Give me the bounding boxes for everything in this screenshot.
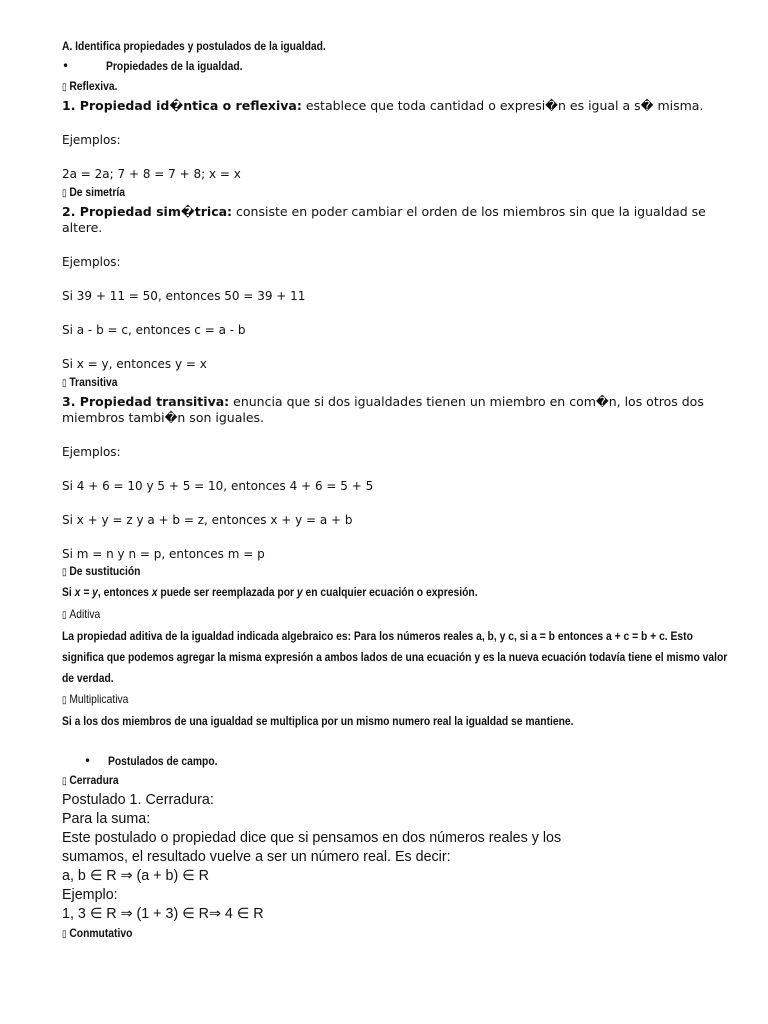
marker-reflexiva — [62, 76, 647, 98]
sustitucion-post: en cualquier ecuación o expresión. — [302, 585, 478, 599]
cerradura-line-6: Ejemplo: — [62, 887, 118, 903]
marker-sustitucion-label: De sustitución — [69, 564, 141, 578]
text-reflexiva: establece que toda cantidad o expresi�n es igual a s� misma. — [301, 98, 704, 113]
bullet-icon: • — [84, 754, 92, 768]
bullet-propiedades — [62, 56, 742, 76]
square-icon: ▯ — [62, 610, 67, 621]
cerradura-line-5: a, b ∈ R ⇒ (a + b) ∈ R — [62, 868, 209, 884]
title-transitiva: 3. Propiedad transitiva: — [62, 394, 230, 409]
marker-multiplicativa — [62, 689, 647, 711]
section-title-propiedades: Propiedades de la igualdad. — [106, 59, 243, 73]
marker-sustitucion — [62, 562, 647, 582]
example-simetria-1: Si 39 + 11 = 50, entonces 50 = 39 + 11 — [62, 289, 306, 303]
text-sustitucion — [62, 582, 647, 602]
cerradura-line-1: Postulado 1. Cerradura: — [62, 792, 214, 808]
square-icon: ▯ — [62, 188, 67, 199]
title-reflexiva: 1. Propiedad id�ntica o reflexiva: — [62, 98, 302, 113]
sustitucion-var-2: x — [151, 585, 158, 599]
marker-aditiva — [62, 604, 647, 626]
marker-transitiva-label: Transitiva — [69, 375, 118, 389]
marker-simetria — [62, 182, 647, 204]
bullet-icon: • — [62, 59, 70, 73]
paragraph-simetria — [62, 204, 742, 236]
title-simetria: 2. Propiedad sim�trica: — [62, 204, 233, 219]
sustitucion-pre: Si — [62, 585, 75, 599]
text-multiplicativa: Si a los dos miembros de una igualdad se multiplica por un mismo numero real la igualdad se mantiene. — [62, 714, 574, 728]
marker-conmutativo — [62, 924, 647, 944]
sustitucion-var-3: y — [296, 585, 303, 599]
text-simetria: consiste en poder cambiar el orden de los miembros sin que la igualdad se altere. — [62, 204, 706, 235]
bullet-postulados — [62, 751, 742, 771]
cerradura-line-7: 1, 3 ∈ R ⇒ (1 + 3) ∈ R⇒ 4 ∈ R — [62, 906, 264, 922]
paragraph-reflexiva — [62, 98, 742, 114]
example-reflexiva-1: 2a = 2a; 7 + 8 = 7 + 8; x = x — [62, 167, 241, 181]
cerradura-line-2: Para la suma: — [62, 811, 151, 827]
marker-reflexiva-label: Reflexiva. — [69, 79, 118, 93]
document-page — [62, 36, 742, 944]
text-aditiva: La propiedad aditiva de la igualdad indicada algebraico es: Para los números reales a, b, y c, si a = b entonces a + c = b + c. Esto significa que podemos agregar la misma expresión a ambos lados de una ecuación y es la nueva ecuación todavía tiene el mismo valor de verdad. — [62, 629, 728, 685]
ejemplos-label-transitiva: Ejemplos: — [62, 445, 121, 459]
sustitucion-var-1: x = y — [74, 585, 98, 599]
marker-cerradura — [62, 771, 647, 791]
example-transitiva-1: Si 4 + 6 = 10 y 5 + 5 = 10, entonces 4 + 6 = 5 + 5 — [62, 479, 374, 493]
sustitucion-mid-1: , entonces — [97, 585, 152, 599]
heading: A. Identifica propiedades y postulados de la igualdad. — [62, 39, 326, 53]
paragraph-transitiva — [62, 394, 742, 426]
square-icon: ▯ — [62, 695, 67, 706]
marker-cerradura-label: Cerradura — [69, 773, 119, 787]
cerradura-line-3: Este postulado o propiedad dice que si pensamos en dos números reales y los — [62, 830, 562, 846]
example-simetria-3: Si x = y, entonces y = x — [62, 357, 207, 371]
ejemplos-label-simetria: Ejemplos: — [62, 255, 121, 269]
marker-multiplicativa-label: Multiplicativa — [69, 692, 129, 706]
marker-simetria-label: De simetría — [69, 185, 125, 199]
marker-conmutativo-label: Conmutativo — [69, 926, 133, 940]
square-icon: ▯ — [62, 776, 67, 787]
example-simetria-2: Si a - b = c, entonces c = a - b — [62, 323, 246, 337]
square-icon: ▯ — [62, 82, 67, 93]
section-title-postulados: Postulados de campo. — [108, 754, 218, 768]
example-transitiva-2: Si x + y = z y a + b = z, entonces x + y = a + b — [62, 513, 353, 527]
ejemplos-label-reflexiva: Ejemplos: — [62, 133, 121, 147]
sustitucion-mid-2: puede ser reemplazada por — [157, 585, 297, 599]
square-icon: ▯ — [62, 378, 67, 389]
square-icon: ▯ — [62, 567, 67, 578]
cerradura-line-4: sumamos, el resultado vuelve a ser un número real. Es decir: — [62, 849, 451, 865]
example-transitiva-3: Si m = n y n = p, entonces m = p — [62, 547, 265, 561]
text-transitiva: enuncia que si dos igualdades tienen un miembro en com�n, los otros dos miembros tambi�n son iguales. — [62, 394, 704, 425]
marker-transitiva — [62, 372, 647, 394]
square-icon: ▯ — [62, 929, 67, 940]
marker-aditiva-label: Aditiva — [69, 607, 101, 621]
